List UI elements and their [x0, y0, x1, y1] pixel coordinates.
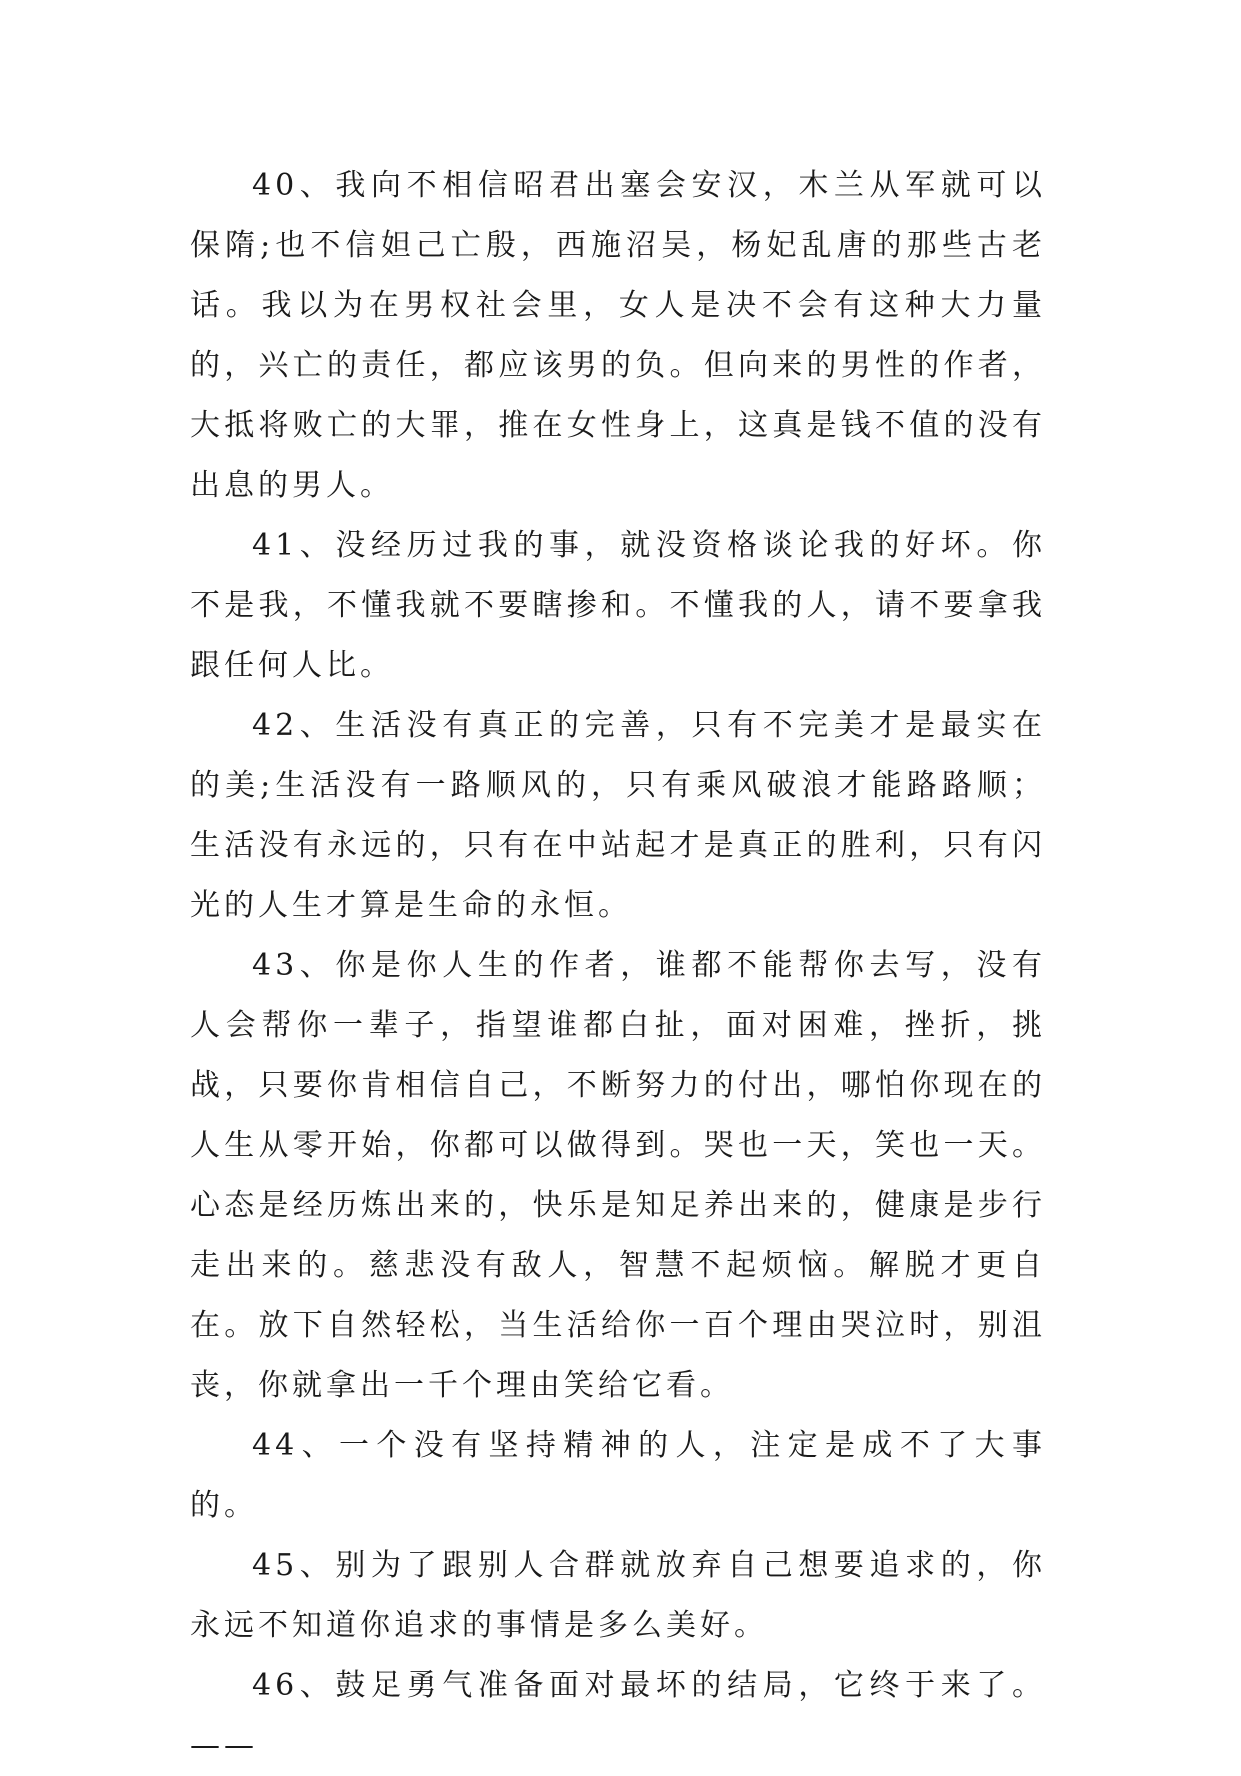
- document-body: [190, 156, 1046, 1776]
- paragraph-41: 41、没经历过我的事，就没资格谈论我的好坏。你不是我，不懂我就不要瞎掺和。不懂我的人，请不要拿我跟任何人比。: [190, 528, 1046, 683]
- paragraph-45: 45、别为了跟别人合群就放弃自己想要追求的，你永远不知道你追求的事情是多么美好。: [190, 1548, 1046, 1643]
- paragraph-42: 42、生活没有真正的完善，只有不完美才是最实在的美;生活没有一路顺风的，只有乘风破浪才能路路顺；生活没有永远的，只有在中站起才是真正的胜利，只有闪光的人生才算是生命的永恒。: [190, 708, 1046, 923]
- paragraph-44: 44、一个没有坚持精神的人，注定是成不了大事的。: [190, 1428, 1046, 1523]
- paragraph-40: 40、我向不相信昭君出塞会安汉，木兰从军就可以保隋;也不信妲己亡殷，西施沼吴，杨妃乱唐的那些古老话。我以为在男权社会里，女人是决不会有这种大力量的，兴亡的责任，都应该男的负。但向来的男性的作者，大抵将败亡的大罪，推在女性身上，这真是钱不值的没有出息的男人。: [190, 168, 1046, 503]
- paragraph-46: 46、鼓足勇气准备面对最坏的结局，它终于来了。 ——: [190, 1668, 1046, 1763]
- paragraph-43: 43、你是你人生的作者，谁都不能帮你去写，没有人会帮你一辈子，指望谁都白扯，面对困难，挫折，挑战，只要你肯相信自己，不断努力的付出，哪怕你现在的人生从零开始，你都可以做得到。哭也一天，笑也一天。心态是经历炼出来的，快乐是知足养出来的，健康是步行走出来的。慈悲没有敌人，智慧不起烦恼。解脱才更自在。放下自然轻松，当生活给你一百个理由哭泣时，别沮丧，你就拿出一千个理由笑给它看。: [190, 948, 1046, 1403]
